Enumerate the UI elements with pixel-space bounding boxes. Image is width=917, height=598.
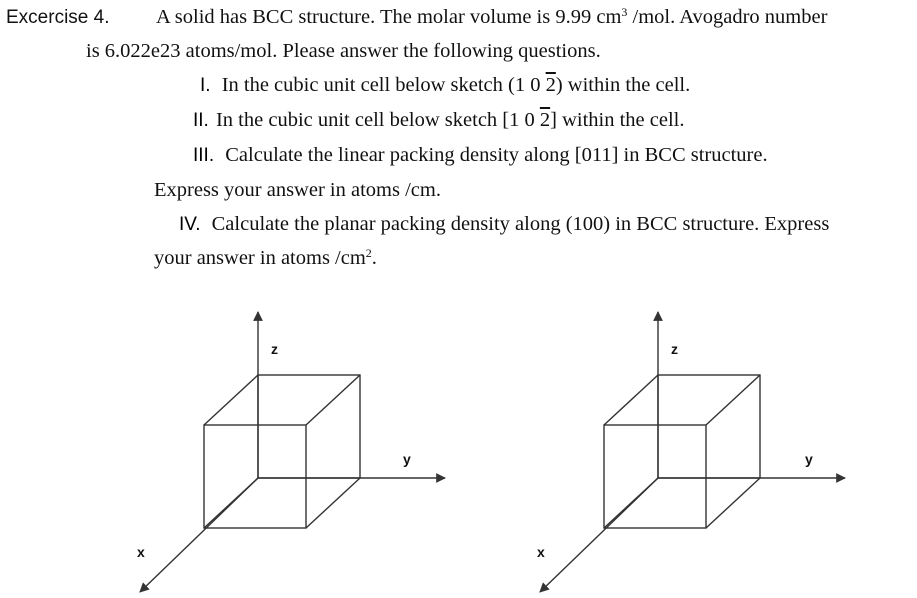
question-1-overbar-digit: 2 bbox=[545, 74, 556, 96]
left-cube bbox=[204, 375, 360, 528]
left-cube-edge-top-right bbox=[306, 375, 360, 425]
right-cube-edge-bottom-right bbox=[706, 478, 760, 528]
question-3-numeral: III. bbox=[193, 145, 215, 166]
exercise-intro-line2: is 6.022e23 atoms/mol. Please answer the following questions. bbox=[86, 40, 601, 62]
question-2-text-after: ] within the cell. bbox=[550, 109, 685, 131]
right-cube-back-face bbox=[658, 375, 760, 478]
left-cube-edge-top-left bbox=[204, 375, 258, 425]
right-cube-edge-top-left bbox=[604, 375, 658, 425]
intro-superscript: 3 bbox=[621, 5, 628, 19]
question-2-numeral: II. bbox=[193, 110, 209, 131]
question-3-text: Calculate the linear packing density along [011] in BCC structure. bbox=[225, 144, 768, 166]
question-4-text: Calculate the planar packing density along (100) in BCC structure. Express bbox=[211, 213, 830, 235]
question-4-continuation-period: . bbox=[371, 247, 377, 269]
intro-text-part2: /mol. Avogadro number bbox=[627, 6, 828, 28]
intro-text-part1: A solid has BCC structure. The molar volume is 9.99 cm bbox=[156, 6, 622, 28]
right-cube-edge-top-right bbox=[706, 375, 760, 425]
right-cube bbox=[604, 375, 760, 528]
question-1-text-after: ) within the cell. bbox=[555, 74, 691, 96]
left-unit-cell-diagram bbox=[140, 312, 445, 592]
question-2-overbar-digit: 2 bbox=[539, 109, 551, 131]
left-y-label: y bbox=[403, 451, 411, 467]
left-cube-front-face bbox=[204, 425, 306, 528]
question-2-text-before: In the cubic unit cell below sketch [1 0 bbox=[215, 109, 540, 131]
question-4-continuation-text: your answer in atoms /cm bbox=[154, 247, 366, 269]
exercise-label: Excercise 4. bbox=[6, 7, 110, 28]
left-z-label: z bbox=[271, 341, 278, 357]
right-y-label: y bbox=[805, 451, 813, 467]
left-cube-back-face bbox=[258, 375, 360, 478]
left-cube-edge-bottom-left bbox=[204, 478, 258, 528]
right-unit-cell-diagram bbox=[540, 312, 845, 592]
right-cube-edge-bottom-left bbox=[604, 478, 658, 528]
left-x-label: x bbox=[137, 544, 145, 560]
right-x-label: x bbox=[537, 544, 545, 560]
question-4-numeral: IV. bbox=[179, 214, 201, 235]
question-4-superscript: 2 bbox=[365, 246, 372, 260]
question-1-text-before: In the cubic unit cell below sketch (1 0 bbox=[221, 74, 546, 96]
right-cube-front-face bbox=[604, 425, 706, 528]
question-1-numeral: I. bbox=[200, 75, 211, 96]
left-cube-edge-bottom-right bbox=[306, 478, 360, 528]
right-z-label: z bbox=[671, 341, 678, 357]
question-3-continuation: Express your answer in atoms /cm. bbox=[154, 179, 441, 201]
